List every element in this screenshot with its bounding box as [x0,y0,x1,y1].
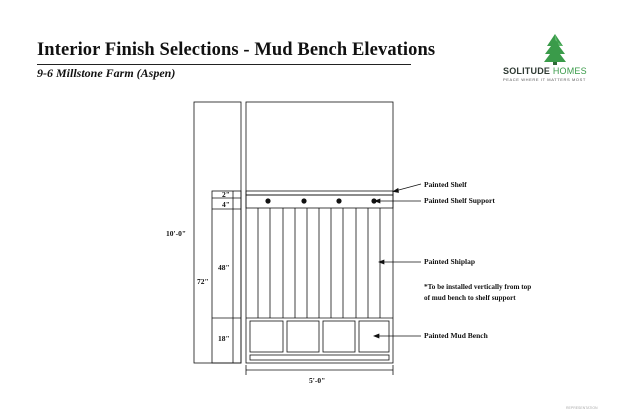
bench-cubby [287,321,319,352]
wall-elevation [246,102,393,363]
shelf-height-label: 2" [222,190,230,199]
page-subtitle: 9-6 Millstone Farm (Aspen) [37,66,176,80]
painted-mud-bench-label: Painted Mud Bench [424,331,488,340]
overall-width-label: 5'-0" [309,376,326,385]
page-title: Interior Finish Selections - Mud Bench Elevations [37,40,436,60]
overall-height-label: 10'-0" [166,229,186,238]
overall-height-dimension [194,102,241,363]
coat-hook [265,198,270,203]
bench-cubby [323,321,355,352]
painted-shelf-support-label: Painted Shelf Support [424,196,495,205]
painted-shelf [246,191,393,195]
bench-cubby [359,321,389,352]
watermark: REPRESENTATION [566,406,598,410]
brand-secondary: HOMES [552,66,587,76]
bench-section-height-label: 72" [197,277,209,286]
shelf-arrow [395,184,421,191]
support-height-label: 4" [222,200,230,209]
bench-cubby [250,321,283,352]
painted-shelf-label: Painted Shelf [424,180,467,189]
coat-hook [301,198,306,203]
bench-height-label: 18" [218,334,230,343]
brand-primary: SOLITUDE [503,66,551,76]
shiplap-height-label: 48" [218,263,230,272]
brand-tagline: PEACE WHERE IT MATTERS MOST [503,77,586,82]
bench-base [250,355,389,360]
painted-shiplap-label: Painted Shiplap [424,257,476,266]
install-note: *To be installed vertically from top of mud bench to shelf support [424,283,532,302]
coat-hook [336,198,341,203]
